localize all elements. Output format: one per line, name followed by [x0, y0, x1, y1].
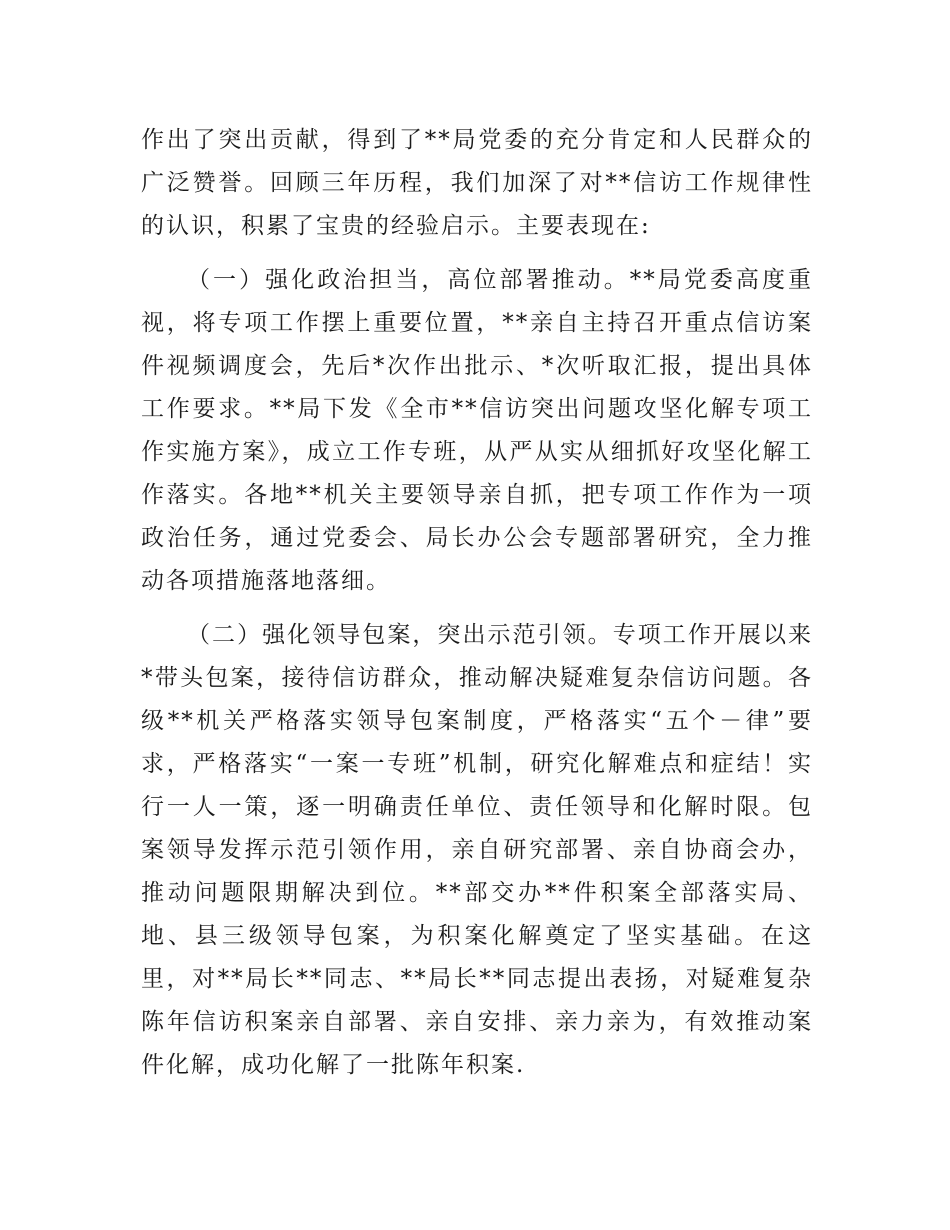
paragraph-continuation: 作出了突出贡献，得到了**局党委的充分肯定和人民群众的广泛赞誉。回顾三年历程，我们加深了对**信访工作规律性的认识，积累了宝贵的经验启示。主要表现在: [141, 127, 813, 239]
paragraph-section-one: （一）强化政治担当，高位部署推动。**局党委高度重视，将专项工作摆上重要位置，**亲自主持召开重点信访案件视频调度会，先后*次作出批示、*次听取汇报，提出具体工作要求。**局下发《全市**信访突出问题攻坚化解专项工作实施方案》，成立工作专班，从严从实从细抓好攻坚化解工作落实。各地**机关主要领导亲自抓，把专项工作作为一项政治任务，通过党委会、局长办公会专题部署研究，全力推动各项措施落地落细。 [141, 267, 813, 594]
document-body [141, 119, 813, 1087]
paragraph-section-two: （二）强化领导包案，突出示范引领。专项工作开展以来*带头包案，接待信访群众，推动解决疑难复杂信访问题。各级**机关严格落实领导包案制度，严格落实“五个－律”要求，严格落实“一案一专班”机制，研究化解难点和症结！实行一人一策，逐一明确责任单位、责任领导和化解时限。包案领导发挥示范引领作用，亲自研究部署、亲自协商会办，推动问题限期解决到位。**部交办**件积案全部落实局、地、县三级领导包案，为积案化解奠定了坚实基础。在这里，对**局长**同志、**局长**同志提出表扬，对疑难复杂陈年信访积案亲自部署、亲自安排、亲力亲为，有效推动案件化解，成功化解了一批陈年积案. [141, 622, 813, 1078]
